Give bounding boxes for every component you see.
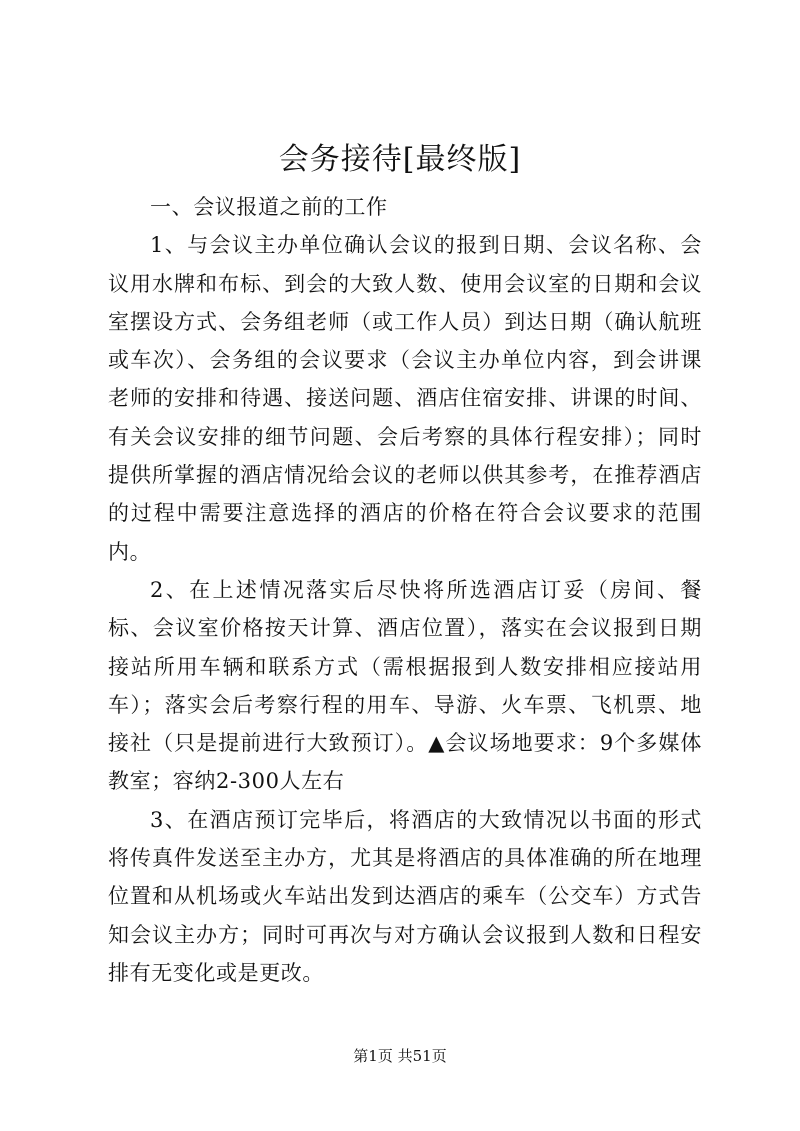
paragraph-2: 2、在上述情况落实后尽快将所选酒店订妥（房间、餐标、会议室价格按天计算、酒店位置），落实在会议报到日期接站所用车辆和联系方式（需根据报到人数安排相应接站用车）；落实会后考察行程的用车、导游、火车票、飞机票、地接社（只是提前进行大致预订）。▲会议场地要求：9个多媒体教室；容纳2-300人左右 [108,577,702,794]
paragraph-1: 1、与会议主办单位确认会议的报到日期、会议名称、会议用水牌和布标、到会的大致人数、使用会议室的日期和会议室摆设方式、会务组老师（或工作人员）到达日期（确认航班或车次）、会务组的会议要求（会议主办单位内容，到会讲课老师的安排和待遇、接送问题、酒店住宿安排、讲课的时间、有关会议安排的细节问题、会后考察的具体行程安排）；同时提供所掌握的酒店情况给会议的老师以供其参考，在推荐酒店的过程中需要注意选择的酒店的价格在符合会议要求的范围内。 [108,233,702,564]
page-number: 第1页 共51页 [353,1047,447,1065]
document-body [108,188,702,992]
paragraph-3: 3、在酒店预订完毕后，将酒店的大致情况以书面的形式将传真件发送至主办方，尤其是将酒店的具体准确的所在地理位置和从机场或火车站出发到达酒店的乘车（公交车）方式告知会议主办方；同时可再次与对方确认会议报到人数和日程安排有无变化或是更改。 [108,807,702,985]
section-heading: 一、会议报道之前的工作 [150,195,388,219]
document-title: 会务接待[最终版] [278,142,522,177]
